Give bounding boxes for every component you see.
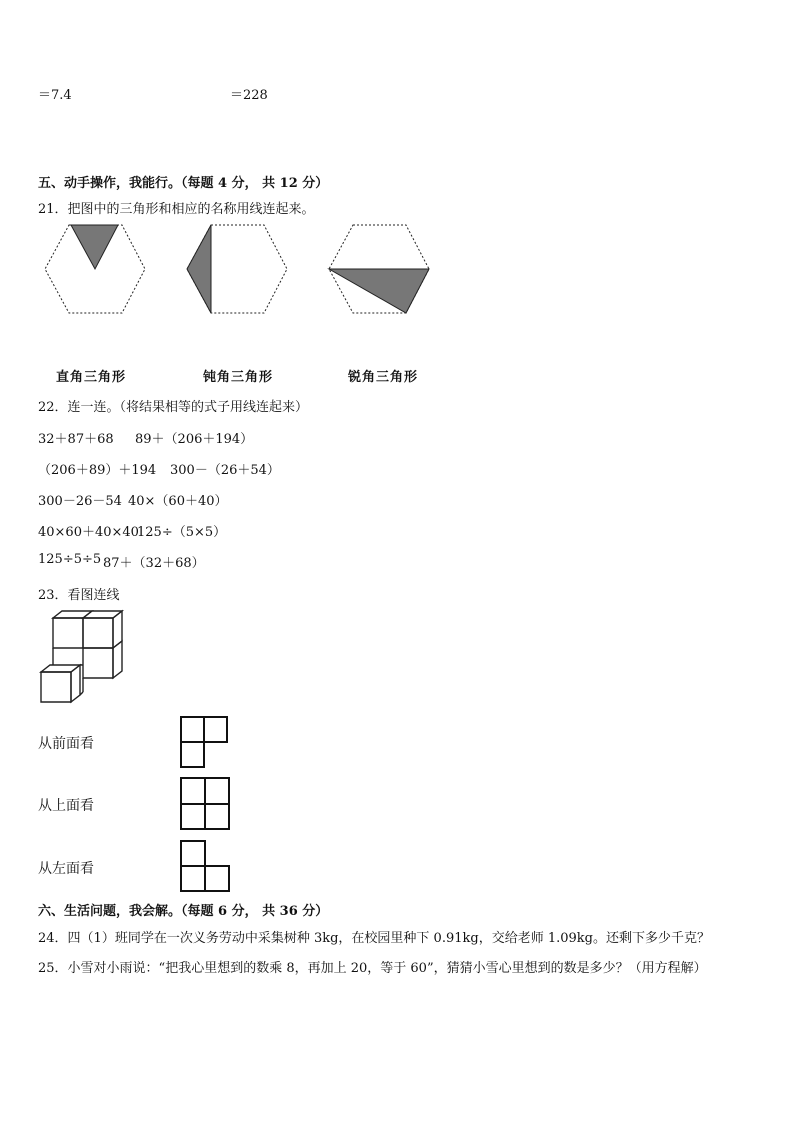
shaded-triangle-3 bbox=[329, 269, 429, 313]
shaded-triangle-2 bbox=[187, 225, 211, 313]
hexagon-figure-2 bbox=[184, 224, 294, 316]
answer-left: ＝7.4 bbox=[38, 88, 72, 103]
view-top-figure bbox=[180, 777, 232, 831]
expr-right-5: 87＋（32＋68） bbox=[103, 556, 205, 571]
hexagon-figure-3 bbox=[326, 224, 436, 316]
view-left-figure bbox=[180, 840, 232, 894]
section-6-heading: 六、生活问题，我会解。（每题 6 分， 共 36 分） bbox=[38, 904, 329, 919]
expr-left-5: 125÷5÷5 bbox=[38, 552, 102, 567]
question-25-text: 25．小雪对小雨说：“把我心里想到的数乘 8，再加上 20，等于 60”，猜猜小雪心里想到的数是多少？（用方程解） bbox=[38, 961, 707, 976]
view-left-label: 从左面看 bbox=[38, 861, 94, 877]
expr-right-1: 89＋（206＋194） bbox=[135, 432, 254, 447]
expr-left-1: 32＋87＋68 bbox=[38, 432, 114, 447]
view-front-figure bbox=[180, 716, 230, 770]
label-obtuse-triangle: 钝角三角形 bbox=[203, 370, 274, 385]
cube-stack-figure bbox=[38, 610, 138, 706]
expr-right-3: 40×（60＋40） bbox=[128, 494, 228, 509]
expr-left-3: 300－26－54 bbox=[38, 494, 122, 509]
question-23-text: 23．看图连线 bbox=[38, 588, 120, 603]
view-top-label: 从上面看 bbox=[38, 798, 94, 814]
answer-right: ＝228 bbox=[230, 88, 268, 103]
question-24-text: 24．四（1）班同学在一次义务劳动中采集树种 3kg，在校园里种下 0.91kg，交给老师 1.09kg。还剩下多少千克？ bbox=[38, 931, 710, 946]
label-right-triangle: 直角三角形 bbox=[56, 370, 127, 385]
expr-right-4: 125÷（5×5） bbox=[137, 525, 227, 540]
label-acute-triangle: 锐角三角形 bbox=[348, 370, 419, 385]
expr-left-2: （206＋89）＋194 bbox=[38, 463, 157, 478]
question-22-text: 22．连一连。（将结果相等的式子用线连起来） bbox=[38, 400, 309, 415]
shaded-triangle-1 bbox=[71, 225, 118, 269]
expr-left-4: 40×60＋40×40 bbox=[38, 525, 139, 540]
section-5-heading: 五、动手操作，我能行。（每题 4 分， 共 12 分） bbox=[38, 176, 329, 191]
question-21-text: 21．把图中的三角形和相应的名称用线连起来。 bbox=[38, 202, 315, 217]
expr-right-2: 300－（26＋54） bbox=[170, 463, 280, 478]
view-front-label: 从前面看 bbox=[38, 736, 94, 752]
hexagon-figure-1 bbox=[42, 224, 152, 316]
